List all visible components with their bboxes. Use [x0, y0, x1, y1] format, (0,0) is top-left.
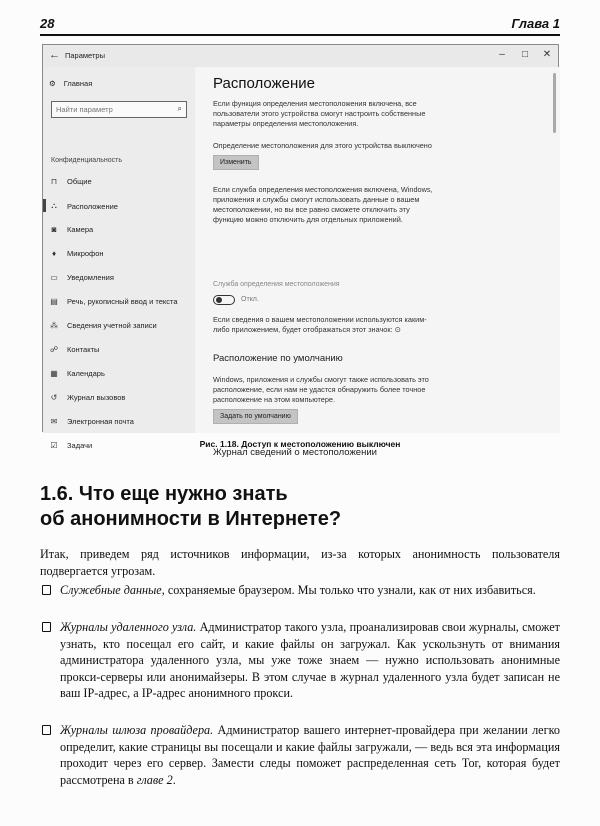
location-intro-text: Если функция определения местоположения включена, все пользователи этого устройства смогут настроить собственные параметры определения местоположения. — [213, 99, 426, 128]
calendar-icon: ▦ — [50, 369, 58, 378]
sidebar-item-label: Камера — [67, 225, 94, 234]
bullet-text: Администратор вашего интернет-провайдера при желании легко определит, какие страницы вы посещали и какие файлы загружали, — ведь вся эта информация проходит через его сервер. Замести следы поможет распределенная сеть Tor, которая будет рассмотрена в — [60, 723, 560, 787]
toggle-state-label: Откл. — [241, 296, 259, 303]
microphone-icon: ♦ — [51, 249, 57, 258]
gear-icon: ⚙ — [49, 79, 56, 88]
contacts-icon: ☍ — [49, 345, 59, 354]
section-heading-line-1: 1.6. Что еще нужно знать — [40, 483, 288, 505]
set-default-button[interactable]: Задать по умолчанию — [213, 409, 298, 424]
speech-icon: ▤ — [50, 297, 58, 306]
scrollbar[interactable] — [553, 73, 556, 133]
chapter-reference: главе 2 — [136, 772, 173, 787]
call-history-icon: ↺ — [50, 393, 58, 402]
page-number: 28 — [40, 16, 55, 31]
section-heading — [40, 482, 341, 532]
sidebar-item-location[interactable] — [49, 201, 118, 211]
minimize-icon[interactable]: – — [499, 49, 505, 60]
maximize-icon[interactable]: □ — [521, 49, 529, 60]
settings-search[interactable] — [51, 101, 187, 118]
sidebar-item-call-history[interactable] — [49, 393, 125, 402]
notifications-icon: ▭ — [50, 273, 58, 282]
bullet-tail: . — [172, 772, 176, 787]
sidebar-item-label: Электронная почта — [67, 417, 134, 426]
bullet-term: Журналы шлюза провайдера. — [60, 723, 214, 737]
running-header — [40, 14, 560, 36]
nav-home[interactable] — [49, 79, 92, 88]
sidebar-item-microphone[interactable] — [49, 249, 104, 258]
checkbox-bullet-icon — [42, 622, 51, 632]
default-location-heading: Расположение по умолчанию — [213, 353, 343, 364]
checkbox-bullet-icon — [42, 585, 51, 595]
bullet-text: Администратор такого узла, проанализировав свои журналы, сможет узнать, кто посещал его сайт, и какие файлы он загружал. Как ускользнуть от внимания администратора удаленного узла, мы уже тоже знаем — нужно использовать анонимные прокси-серверы или анонимайзеры. В этом случае в журнал удаленного узла будет записан не ваш IP-адрес, а IP-адрес анонимного прокси. — [60, 620, 560, 700]
sidebar-item-general[interactable] — [49, 177, 92, 186]
location-icon: ⛬ — [51, 201, 57, 210]
sidebar-item-label: Сведения учетной записи — [67, 321, 157, 330]
sidebar-item-notifications[interactable] — [49, 273, 114, 282]
sidebar-item-label: Расположение — [67, 201, 118, 211]
sidebar-item-label: Микрофон — [67, 249, 104, 258]
sidebar-item-contacts[interactable] — [49, 345, 99, 354]
change-button[interactable]: Изменить — [213, 155, 259, 170]
default-location-text: Windows, приложения и службы смогут также использовать это расположение, если нам не удастся обнаружить более точное расположение на этом компьютере. — [213, 375, 429, 404]
checkbox-bullet-icon — [42, 725, 51, 735]
search-icon[interactable]: ⌕ — [177, 104, 182, 113]
account-icon: ⁂ — [50, 321, 58, 330]
settings-sidebar — [43, 67, 195, 450]
bullet-term: Служебные данные — [60, 583, 162, 597]
sidebar-item-label: Календарь — [67, 369, 105, 378]
camera-icon: ◙ — [51, 225, 57, 234]
chapter-label: Глава 1 — [511, 16, 560, 31]
location-icon-notice: Если сведения о вашем местоположении используются каким-либо приложением, будет отображаться этот значок: ⊙ — [213, 315, 427, 334]
location-history-heading: Журнал сведений о местоположении — [213, 447, 377, 458]
title-bar — [43, 45, 558, 67]
figure-caption: Рис. 1.18. Доступ к местоположению выключен — [199, 439, 401, 449]
search-input[interactable] — [56, 105, 166, 114]
sidebar-item-label: Общие — [67, 177, 92, 186]
sidebar-item-camera[interactable] — [49, 225, 93, 234]
section-heading-line-2: об анонимности в Интернете? — [40, 508, 342, 530]
back-arrow-icon[interactable]: ← — [49, 49, 60, 61]
sidebar-item-label: Задачи — [67, 441, 93, 450]
bullet-term: Журналы удаленного узла. — [60, 620, 197, 634]
sidebar-item-label: Уведомления — [67, 273, 114, 282]
page-title: Расположение — [213, 75, 315, 92]
toggle-knob — [216, 297, 222, 303]
location-service-text: Если служба определения местоположения включена, Windows, приложения и службы смогут использовать данные о вашем местоположении, но вы все равно сможете отключить эту функцию можно отключить для отдельных приложений. — [213, 185, 433, 224]
sidebar-item-email[interactable] — [49, 417, 134, 426]
nav-home-label: Главная — [63, 79, 93, 88]
sidebar-item-label: Речь, рукописный ввод и текста — [67, 297, 178, 306]
sidebar-item-calendar[interactable] — [49, 369, 105, 378]
location-service-label: Служба определения местоположения — [213, 281, 340, 288]
lock-icon: ⊓ — [50, 177, 58, 186]
sidebar-item-label: Контакты — [67, 345, 100, 354]
close-icon[interactable]: ✕ — [542, 49, 552, 60]
mail-icon: ✉ — [50, 417, 58, 426]
tasks-icon: ☑ — [50, 441, 58, 450]
bullet-text: , сохраняемые браузером. Мы только что узнали, как от них избавиться. — [161, 583, 536, 597]
window-title: Параметры — [65, 51, 105, 60]
sidebar-item-speech[interactable] — [49, 297, 178, 306]
privacy-section-label: Конфиденциальность — [51, 157, 123, 164]
location-status-text: Определение местоположения для этого устройства выключено — [213, 141, 432, 150]
location-service-toggle[interactable] — [213, 295, 235, 305]
sidebar-item-account-info[interactable] — [49, 321, 157, 330]
intro-paragraph: Итак, приведем ряд источников информации, из-за которых анонимность пользователя подвергается угрозам. — [40, 547, 560, 578]
sidebar-item-label: Журнал вызовов — [67, 393, 126, 402]
